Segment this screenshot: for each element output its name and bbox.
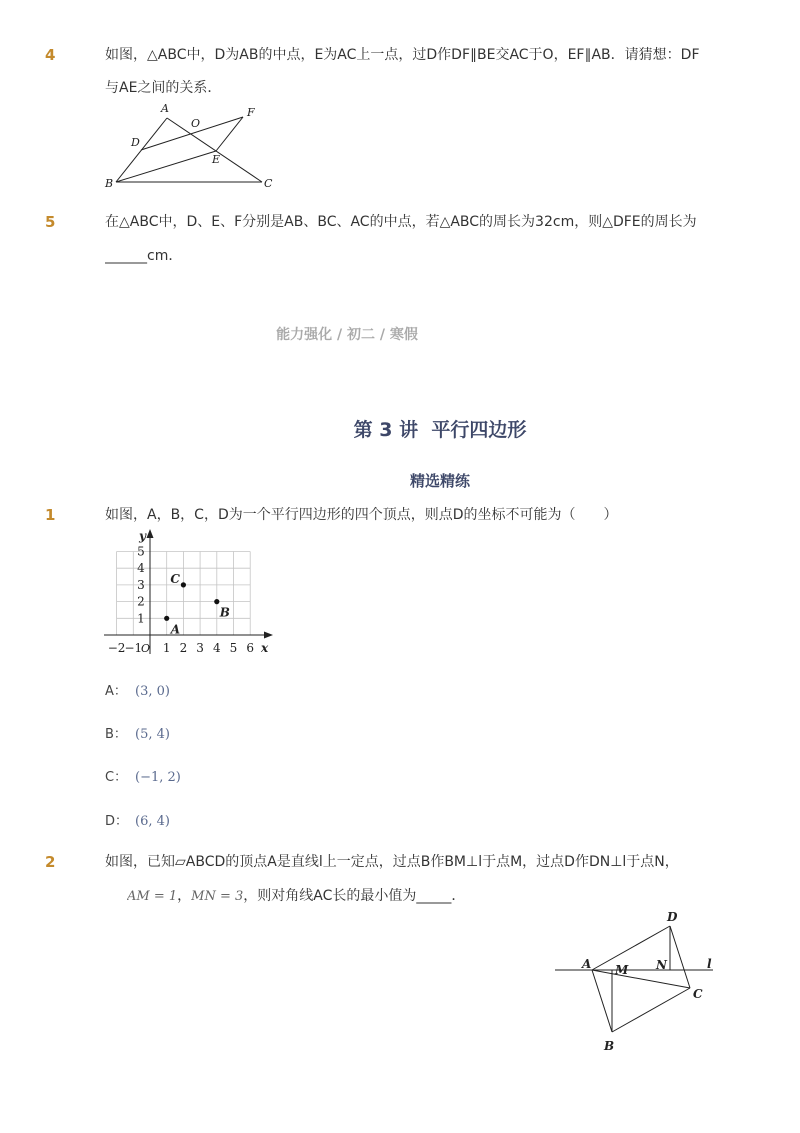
page-footer: 能力强化 / 初二 / 寒假 [276, 327, 418, 343]
problem-number-5: 5 [45, 213, 56, 231]
exercise-2-text-line-1: 如图，已知▱ABCD的顶点A是直线l上一定点，过点B作BM⊥l于点M，过点D作DN⊥l于点N， [105, 854, 679, 870]
option-c-value: (−1, 2) [135, 770, 181, 785]
point-label-m: M [615, 963, 629, 977]
y-tick-label: 3 [137, 577, 145, 592]
segment-ef [216, 117, 243, 151]
option-b-value: (5, 4) [135, 727, 170, 742]
origin-label: O [141, 642, 151, 655]
exercise-number-2: 2 [45, 853, 56, 871]
tick-labels [108, 545, 254, 656]
problem-5-text-line-1: 在△ABC中，D、E、F分别是AB、BC、AC的中点，若△ABC的周长为32cm，则△DFE的周长为 [105, 214, 697, 230]
y-tick-label: 4 [137, 561, 145, 576]
x-tick-label: −1 [124, 641, 143, 655]
exercise-2-text-line-2 [127, 886, 465, 907]
x-axis-label: x [261, 641, 269, 655]
point-label-d: D [131, 136, 140, 149]
x-tick-label: 3 [196, 641, 204, 655]
y-axis-label: y [139, 529, 146, 543]
option-c-label: C： [105, 770, 128, 785]
x-tick-label: 2 [179, 641, 188, 655]
y-tick-label: 5 [137, 544, 145, 559]
option-b [105, 723, 170, 743]
point-b-dot [214, 599, 219, 604]
point-a-dot [164, 616, 169, 621]
segment-ac [167, 118, 262, 182]
coordinate-grid-figure [100, 528, 280, 658]
point-c-dot [181, 582, 186, 587]
line-label-l: l [707, 957, 712, 971]
point-label-n: N [656, 958, 667, 972]
separator: ， [177, 888, 192, 904]
problem-5-text-line-2: ______cm． [105, 248, 183, 264]
given-am: AM = 1 [127, 889, 178, 904]
question-rest: ，则对角线AC长的最小值为_____． [243, 888, 466, 904]
x-axis-arrow [264, 632, 273, 639]
plotted-points [164, 572, 230, 636]
point-a-label: A [170, 622, 181, 637]
x-tick-label: 5 [229, 641, 238, 655]
lesson-title: 第 3 讲 平行四边形 [353, 419, 527, 441]
point-label-d: D [667, 910, 678, 924]
y-axis-arrow [147, 529, 154, 538]
segment-be [116, 151, 216, 182]
diagonal-ac [592, 970, 690, 988]
option-a-label: A： [105, 684, 127, 699]
x-tick-label: 4 [212, 641, 221, 655]
triangle-figure [100, 100, 280, 195]
point-label-a: A [582, 957, 592, 971]
x-tick-label: −2 [107, 641, 126, 655]
exercise-number-1: 1 [45, 506, 56, 524]
point-label-c: C [693, 987, 703, 1001]
segment-cd [670, 926, 690, 988]
x-tick-label: 6 [246, 641, 255, 655]
y-tick-label: 2 [137, 594, 145, 609]
segment-bc [612, 988, 690, 1032]
problem-4-text-line-2: 与AE之间的关系． [105, 80, 222, 96]
option-c [105, 766, 181, 786]
given-mn: MN = 3 [191, 889, 244, 904]
option-d-value: (6, 4) [135, 814, 170, 829]
point-b-label: B [219, 605, 230, 620]
option-d [105, 810, 170, 830]
option-a [105, 680, 170, 700]
x-tick-label: 1 [162, 641, 171, 655]
problem-4-text-line-1: 如图，△ABC中，D为AB的中点，E为AC上一点，过D作DF∥BE交AC于O，EF∥AB．请猜想：DF [105, 47, 700, 63]
exercise-1-text: 如图，A，B，C，D为一个平行四边形的四个顶点，则点D的坐标不可能为（ ） [105, 507, 618, 523]
option-d-label: D： [105, 814, 129, 829]
option-a-value: (3, 0) [135, 684, 170, 699]
y-tick-label: 1 [137, 611, 145, 626]
problem-number-4: 4 [45, 46, 56, 64]
segment-ab [592, 970, 612, 1032]
point-label-e: E [212, 153, 221, 166]
point-label-b: B [604, 1039, 615, 1053]
parallelogram-figure [550, 905, 720, 1055]
point-c-label: C [170, 571, 180, 586]
point-label-b: B [105, 177, 114, 190]
option-b-label: B： [105, 727, 127, 742]
point-label-a: A [161, 102, 169, 115]
section-heading: 精选精练 [409, 472, 470, 490]
point-label-o: O [191, 117, 201, 130]
point-label-c: C [264, 177, 273, 190]
point-label-f: F [247, 106, 255, 119]
